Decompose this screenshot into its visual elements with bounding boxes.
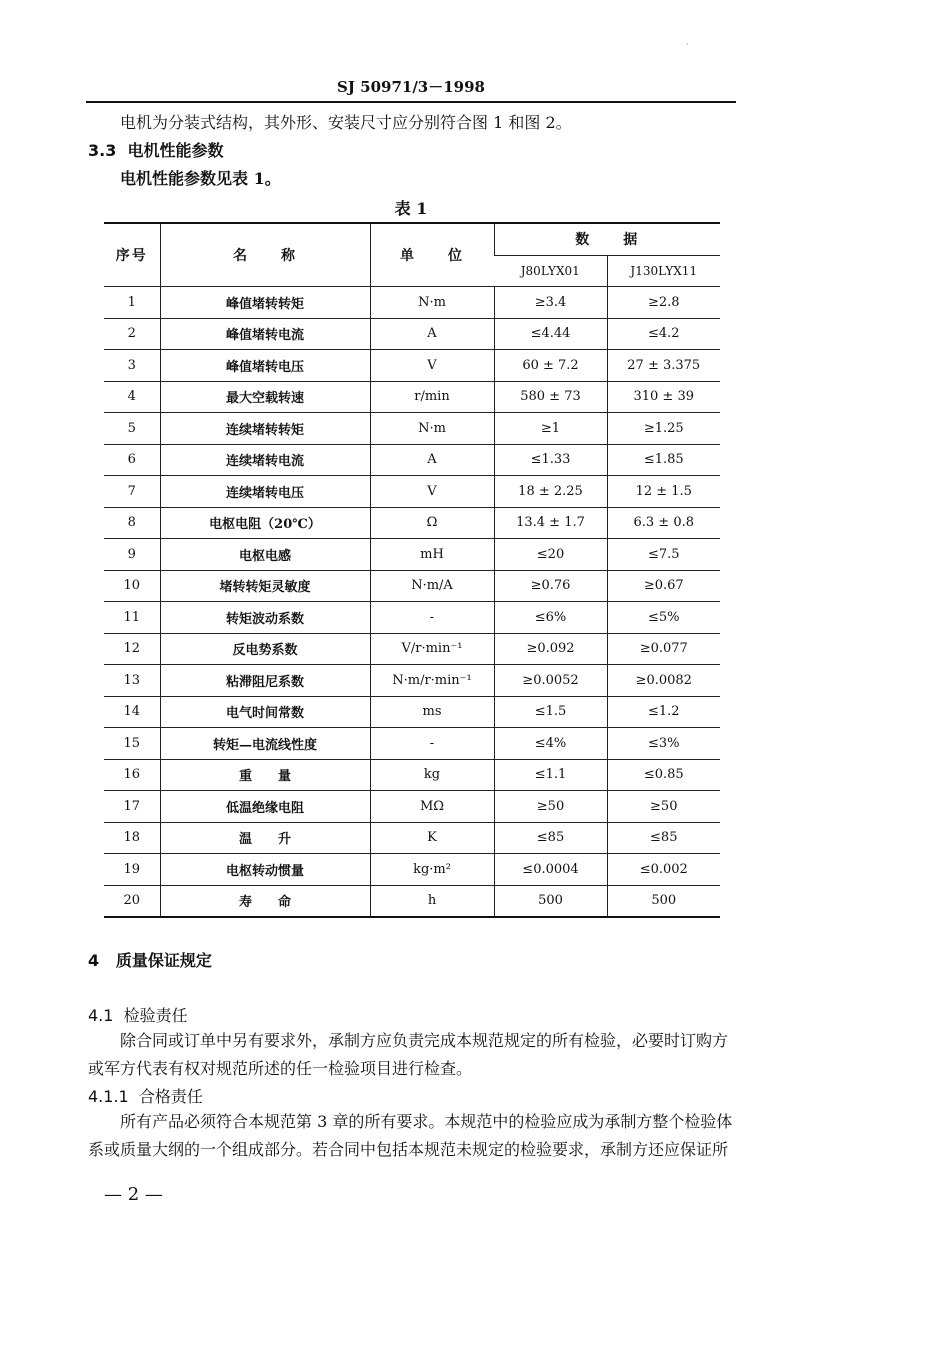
section-4-1-line-1: 除合同或订单中另有要求外，承制方应负责完成本规范规定的所有检验，必要时订购方 <box>120 1031 729 1050</box>
cell-model-b: ≤1.2 <box>607 696 720 728</box>
cell-name: 反电势系数 <box>160 633 370 665</box>
table-row <box>104 287 720 319</box>
table-caption: 表 1 <box>394 199 428 218</box>
table-row <box>104 444 720 476</box>
cell-model-a: 500 <box>494 885 607 917</box>
table-row <box>104 381 720 413</box>
cell-unit: kg·m² <box>370 854 494 886</box>
table-row <box>104 570 720 602</box>
corner-mark: · <box>686 40 689 49</box>
cell-model-b: ≤3% <box>607 728 720 760</box>
section-4-1-1-line-2: 系或质量大纲的一个组成部分。若合同中包括本规范未规定的检验要求，承制方还应保证所 <box>88 1140 729 1159</box>
cell-name: 最大空载转速 <box>160 381 370 413</box>
cell-model-b: 27 ± 3.375 <box>607 350 720 382</box>
cell-model-a: ≥1 <box>494 413 607 445</box>
cell-no: 12 <box>104 633 160 665</box>
cell-model-a: ≥0.0052 <box>494 665 607 697</box>
cell-model-a: ≤6% <box>494 602 607 634</box>
cell-model-a: ≥0.76 <box>494 570 607 602</box>
cell-unit: - <box>370 602 494 634</box>
cell-model-b: ≤7.5 <box>607 539 720 571</box>
cell-no: 3 <box>104 350 160 382</box>
table-row <box>104 413 720 445</box>
section-title: 合格责任 <box>138 1087 203 1106</box>
cell-unit: N·m <box>370 413 494 445</box>
cell-no: 13 <box>104 665 160 697</box>
cell-name: 粘滞阻尼系数 <box>160 665 370 697</box>
cell-model-b: ≥1.25 <box>607 413 720 445</box>
section-4-1-heading <box>88 1005 188 1027</box>
section-4-1-1-heading <box>88 1086 203 1108</box>
cell-model-a: ≤0.0004 <box>494 854 607 886</box>
cell-unit: mH <box>370 539 494 571</box>
section-title: 质量保证规定 <box>115 951 212 970</box>
cell-model-b: ≤5% <box>607 602 720 634</box>
header-name: 名 称 <box>160 223 370 287</box>
cell-name: 低温绝缘电阻 <box>160 791 370 823</box>
table-body <box>104 287 720 918</box>
cell-name: 连续堵转电流 <box>160 444 370 476</box>
cell-unit: N·m/r·min⁻¹ <box>370 665 494 697</box>
header-model-a: J80LYX01 <box>494 255 607 287</box>
cell-name: 电枢转动惯量 <box>160 854 370 886</box>
performance-parameter-table <box>104 222 720 918</box>
cell-name: 电枢电感 <box>160 539 370 571</box>
cell-no: 5 <box>104 413 160 445</box>
cell-no: 18 <box>104 822 160 854</box>
section-number: 3.3 <box>88 141 117 160</box>
section-title: 检验责任 <box>123 1006 188 1025</box>
table-row <box>104 602 720 634</box>
cell-no: 2 <box>104 318 160 350</box>
cell-unit: Ω <box>370 507 494 539</box>
table-row <box>104 350 720 382</box>
cell-name: 转矩—电流线性度 <box>160 728 370 760</box>
cell-model-b: ≥0.67 <box>607 570 720 602</box>
cell-model-b: ≤0.85 <box>607 759 720 791</box>
cell-model-a: ≤85 <box>494 822 607 854</box>
cell-model-b: ≤4.2 <box>607 318 720 350</box>
header-model-b: J130LYX11 <box>607 255 720 287</box>
cell-name: 电枢电阻（20℃） <box>160 507 370 539</box>
cell-model-a: ≥50 <box>494 791 607 823</box>
cell-model-b: 310 ± 39 <box>607 381 720 413</box>
cell-unit: V/r·min⁻¹ <box>370 633 494 665</box>
cell-model-b: ≤1.85 <box>607 444 720 476</box>
cell-no: 11 <box>104 602 160 634</box>
table-row <box>104 665 720 697</box>
cell-no: 1 <box>104 287 160 319</box>
cell-model-a: ≤1.5 <box>494 696 607 728</box>
cell-no: 15 <box>104 728 160 760</box>
cell-unit: h <box>370 885 494 917</box>
cell-name: 电气时间常数 <box>160 696 370 728</box>
section-4-heading <box>88 950 212 972</box>
cell-name: 峰值堵转电流 <box>160 318 370 350</box>
section-4-1-1-line-1: 所有产品必须符合本规范第 3 章的所有要求。本规范中的检验应成为承制方整个检验体 <box>120 1112 733 1131</box>
cell-no: 14 <box>104 696 160 728</box>
cell-name: 堵转转矩灵敏度 <box>160 570 370 602</box>
table-row <box>104 696 720 728</box>
cell-model-a: ≤1.33 <box>494 444 607 476</box>
cell-model-a: 580 ± 73 <box>494 381 607 413</box>
cell-model-a: 13.4 ± 1.7 <box>494 507 607 539</box>
cell-model-b: 500 <box>607 885 720 917</box>
cell-model-a: 18 ± 2.25 <box>494 476 607 508</box>
cell-name: 温 升 <box>160 822 370 854</box>
cell-model-b: ≥0.077 <box>607 633 720 665</box>
cell-unit: - <box>370 728 494 760</box>
table-row <box>104 633 720 665</box>
cell-name: 连续堵转电压 <box>160 476 370 508</box>
table-row <box>104 728 720 760</box>
cell-no: 10 <box>104 570 160 602</box>
table-row <box>104 759 720 791</box>
cell-name: 连续堵转转矩 <box>160 413 370 445</box>
cell-model-a: ≤20 <box>494 539 607 571</box>
header-no: 序号 <box>104 223 160 287</box>
section-number: 4.1 <box>88 1006 114 1025</box>
cell-unit: V <box>370 476 494 508</box>
cell-model-b: ≥0.0082 <box>607 665 720 697</box>
cell-no: 16 <box>104 759 160 791</box>
cell-unit: MΩ <box>370 791 494 823</box>
cell-unit: N·m <box>370 287 494 319</box>
table-row <box>104 507 720 539</box>
cell-model-b: ≥50 <box>607 791 720 823</box>
cell-model-b: ≥2.8 <box>607 287 720 319</box>
section-number: 4 <box>88 951 100 970</box>
cell-model-a: 60 ± 7.2 <box>494 350 607 382</box>
cell-no: 7 <box>104 476 160 508</box>
section-number: 4.1.1 <box>88 1087 129 1106</box>
header-rule <box>86 101 736 103</box>
table-row <box>104 822 720 854</box>
section-title: 电机性能参数 <box>127 141 224 160</box>
cell-model-a: ≥0.092 <box>494 633 607 665</box>
cell-name: 转矩波动系数 <box>160 602 370 634</box>
cell-no: 4 <box>104 381 160 413</box>
cell-unit: r/min <box>370 381 494 413</box>
section-4-1-line-2: 或军方代表有权对规范所述的任一检验项目进行检查。 <box>88 1059 473 1078</box>
cell-model-b: 12 ± 1.5 <box>607 476 720 508</box>
table-row <box>104 854 720 886</box>
cell-model-a: ≤4.44 <box>494 318 607 350</box>
cell-unit: kg <box>370 759 494 791</box>
cell-model-b: ≤85 <box>607 822 720 854</box>
cell-model-a: ≥3.4 <box>494 287 607 319</box>
table-row <box>104 539 720 571</box>
cell-no: 20 <box>104 885 160 917</box>
cell-no: 8 <box>104 507 160 539</box>
cell-name: 峰值堵转电压 <box>160 350 370 382</box>
cell-unit: A <box>370 444 494 476</box>
cell-model-b: 6.3 ± 0.8 <box>607 507 720 539</box>
cell-model-b: ≤0.002 <box>607 854 720 886</box>
cell-unit: N·m/A <box>370 570 494 602</box>
cell-name: 寿 命 <box>160 885 370 917</box>
header-data: 数 据 <box>494 223 720 255</box>
cell-name: 重 量 <box>160 759 370 791</box>
cell-unit: A <box>370 318 494 350</box>
cell-unit: K <box>370 822 494 854</box>
table-row <box>104 885 720 917</box>
header-unit: 单 位 <box>370 223 494 287</box>
table-row <box>104 318 720 350</box>
cell-model-a: ≤4% <box>494 728 607 760</box>
section-3-3-text: 电机性能参数见表 1。 <box>120 169 281 188</box>
section-3-3-heading <box>88 140 224 162</box>
cell-no: 19 <box>104 854 160 886</box>
cell-unit: V <box>370 350 494 382</box>
cell-unit: ms <box>370 696 494 728</box>
cell-no: 17 <box>104 791 160 823</box>
cell-model-a: ≤1.1 <box>494 759 607 791</box>
cell-no: 9 <box>104 539 160 571</box>
cell-no: 6 <box>104 444 160 476</box>
cell-name: 峰值堵转转矩 <box>160 287 370 319</box>
document-header: SJ 50971/3－1998 <box>336 78 485 96</box>
table-row <box>104 791 720 823</box>
page-number: — 2 — <box>104 1184 163 1205</box>
table-row <box>104 476 720 508</box>
intro-line: 电机为分装式结构，其外形、安装尺寸应分别符合图 1 和图 2。 <box>120 113 572 132</box>
